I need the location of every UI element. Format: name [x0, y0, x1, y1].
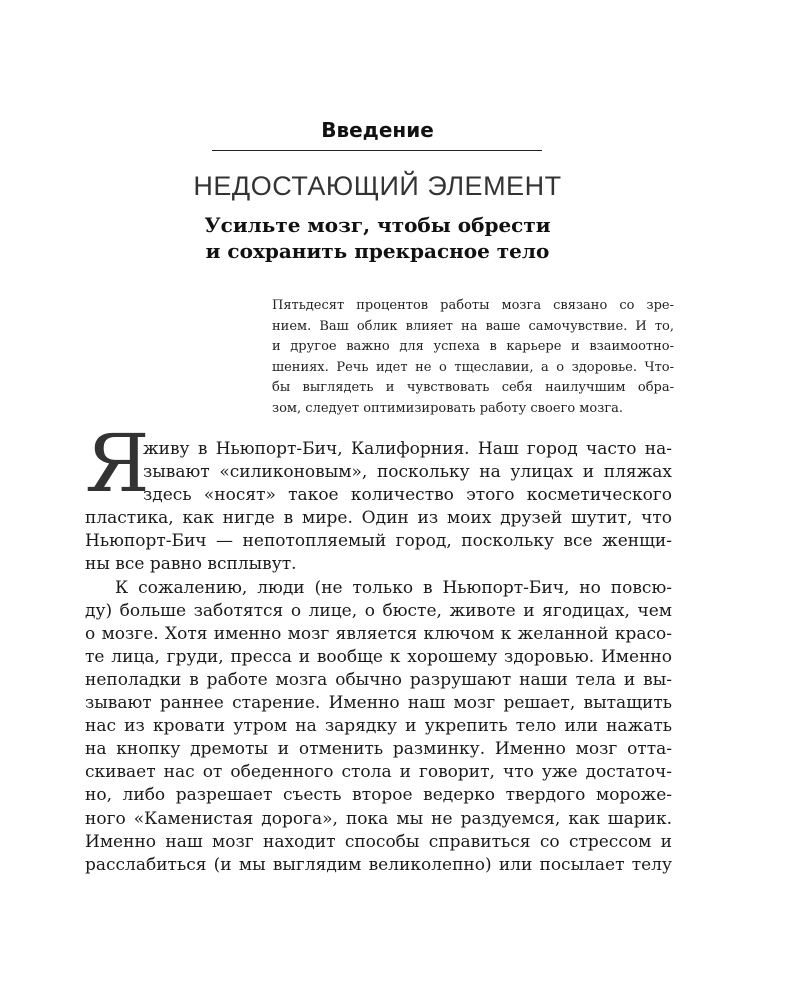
epigraph-line: шениях. Речь идет не о тщеславии, а о здоровье. Что-: [272, 359, 674, 375]
body-text: [85, 417, 672, 877]
epigraph-line: Пятьдесят процентов работы мозга связано со зре-: [272, 298, 674, 313]
paragraph-line: К сожалению, люди (не только в Ньюпорт-Бич, но повсю-: [115, 577, 672, 598]
paragraph-line: Именно наш мозг находит способы справиться со стрессом и: [85, 831, 672, 852]
chapter-title: НЕДОСТАЮЩИЙ ЭЛЕМЕНТ: [193, 171, 562, 201]
paragraph-line: расслабиться (и мы выглядим великолепно) или посылает телу: [85, 854, 672, 875]
paragraph-line: нас из кровати утром на зарядку и укрепить тело или нажать: [85, 716, 672, 737]
paragraph-line: на кнопку дремоты и отменить разминку. Именно мозг отта-: [85, 739, 672, 760]
epigraph: [272, 296, 674, 419]
paragraph-line: Ньюпорт-Бич — непотопляемый город, поскольку все женщи-: [85, 531, 672, 552]
section-label: Введение: [321, 118, 434, 142]
chapter-subtitle: [140, 212, 615, 264]
paragraph-line: ного «Каменистая дорога», пока мы не раздуемся, как шарик.: [85, 808, 672, 829]
paragraph-line: зывают раннее старение. Именно наш мозг решает, вытащить: [85, 693, 672, 714]
paragraph-line: пластика, как нигде в мире. Один из моих друзей шутит, что: [85, 508, 672, 529]
paragraph-line: но, либо разрешает съесть второе ведерко твердого мороже-: [85, 785, 672, 806]
epigraph-line: бы выглядеть и чувствовать себя наилучшим обра-: [272, 380, 674, 395]
paragraph-line: ны все равно всплывут.: [85, 554, 297, 575]
paragraph-line: зывают «силиконовым», поскольку на улицах и пляжах: [143, 462, 672, 483]
epigraph-line: зом, следует оптимизировать работу своего мозга.: [272, 400, 624, 416]
paragraph-line: здесь «носят» такое количество этого косметического: [143, 485, 672, 506]
title-rule: [212, 150, 542, 151]
paragraph-line: те лица, груди, пресса и вообще к хорошему здоровью. Именно: [85, 646, 672, 667]
paragraph-line: ду) больше заботятся о лице, о бюсте, животе и ягодицах, чем: [85, 600, 672, 621]
paragraph-line: о мозге. Хотя именно мозг является ключом к желанной красо-: [85, 623, 672, 644]
drop-cap: Я: [85, 417, 150, 510]
epigraph-line: и другое важно для успеха в карьере и взаимоотно-: [272, 339, 674, 354]
paragraph-line: неполадки в работе мозга обычно разрушают наши тела и вы-: [85, 669, 672, 690]
subtitle-line: Усильте мозг, чтобы обрести: [204, 213, 551, 237]
epigraph-line: нием. Ваш облик влияет на ваше самочувствие. И то,: [272, 318, 674, 334]
paragraph-line: живу в Ньюпорт-Бич, Калифорния. Наш город часто на-: [143, 439, 672, 459]
subtitle-line: и сохранить прекрасное тело: [205, 239, 550, 263]
paragraph-line: скивает нас от обеденного стола и говорит, что уже достаточ-: [85, 762, 672, 783]
